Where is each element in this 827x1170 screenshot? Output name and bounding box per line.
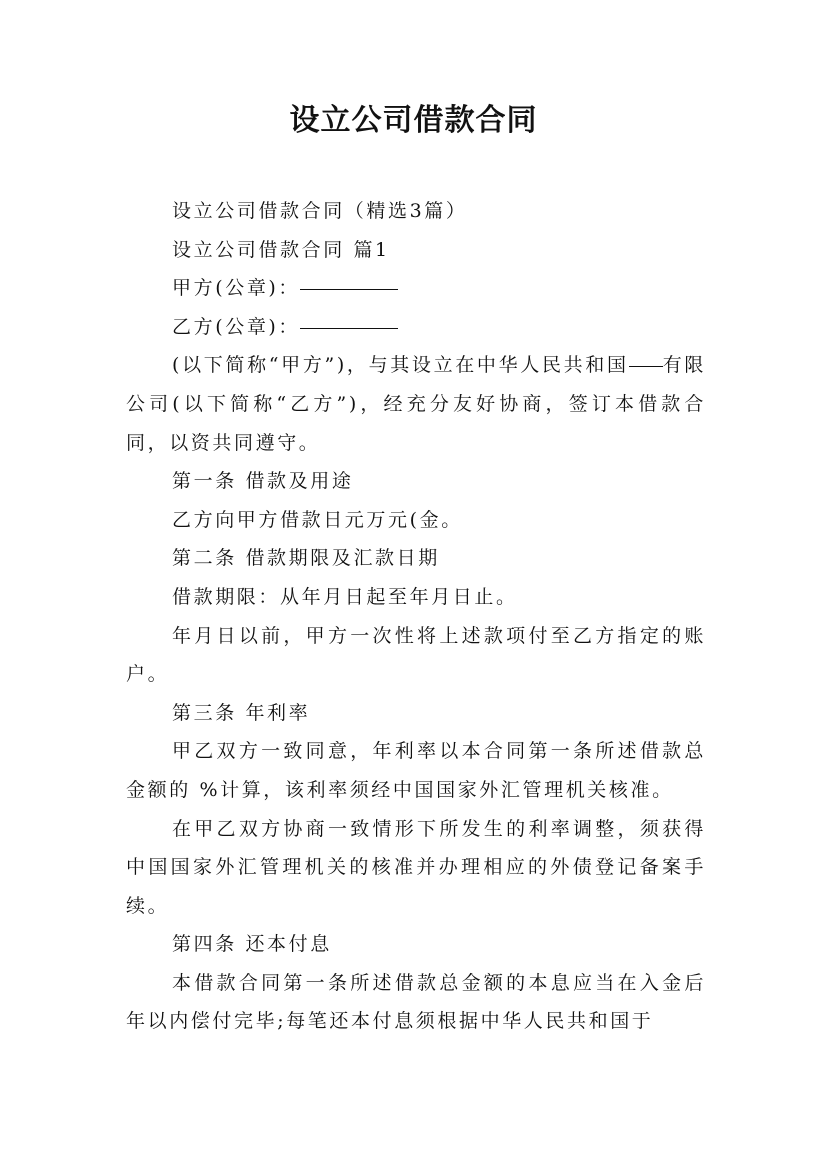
document-title: 设立公司借款合同	[289, 103, 538, 138]
party-b-label: 乙方(公章)：	[172, 315, 301, 338]
intro-text-continued: 有限公司(以下简称“乙方”)，经充分友好协商，签订本借款合同，以资共同遵守。	[126, 354, 707, 454]
party-b-blank-line	[300, 306, 398, 329]
party-a-blank-line	[300, 267, 398, 290]
paragraph-article-1-body: 乙方向甲方借款日元万元(金。	[172, 508, 463, 531]
paragraph-article-4-body: 本借款合同第一条所述借款总金额的本息应当在入金后年以内偿付完毕;每笔还本付息须根据中华人民共和国于	[126, 971, 706, 1033]
paragraph-article-4-heading: 第四条 还本付息	[172, 933, 332, 956]
paragraph-party-b	[126, 308, 706, 347]
paragraph-section-heading: 设立公司借款合同 篇1	[172, 238, 390, 261]
party-a-label: 甲方(公章)：	[172, 277, 301, 300]
paragraph-article-3-heading: 第三条 年利率	[172, 701, 311, 724]
paragraph-party-a	[126, 269, 706, 308]
paragraph-subtitle: 设立公司借款合同（精选3篇）	[172, 200, 468, 222]
paragraph-article-3-rate: 甲乙双方一致同意，年利率以本合同第一条所述借款总金额的 %计算，该利率须经中国国家外汇管理机关核准。	[126, 740, 706, 801]
document-body	[126, 192, 706, 1041]
paragraph-article-1-heading: 第一条 借款及用途	[172, 470, 354, 493]
paragraph-article-2-term: 借款期限：从年月日起至年月日止。	[172, 585, 518, 608]
intro-text: (以下简称“甲方”)，与其设立在中华人民共和国	[172, 354, 629, 377]
paragraph-article-3-adjustment: 在甲乙双方协商一致情形下所发生的利率调整，须获得中国国家外汇管理机关的核准并办理相应的外债登记备案手续。	[126, 817, 706, 917]
paragraph-article-2-heading: 第二条 借款期限及汇款日期	[172, 547, 440, 570]
intro-blank-line	[629, 344, 663, 367]
paragraph-intro	[126, 346, 706, 462]
paragraph-article-2-payment: 年月日以前，甲方一次性将上述款项付至乙方指定的账户。	[126, 624, 706, 686]
